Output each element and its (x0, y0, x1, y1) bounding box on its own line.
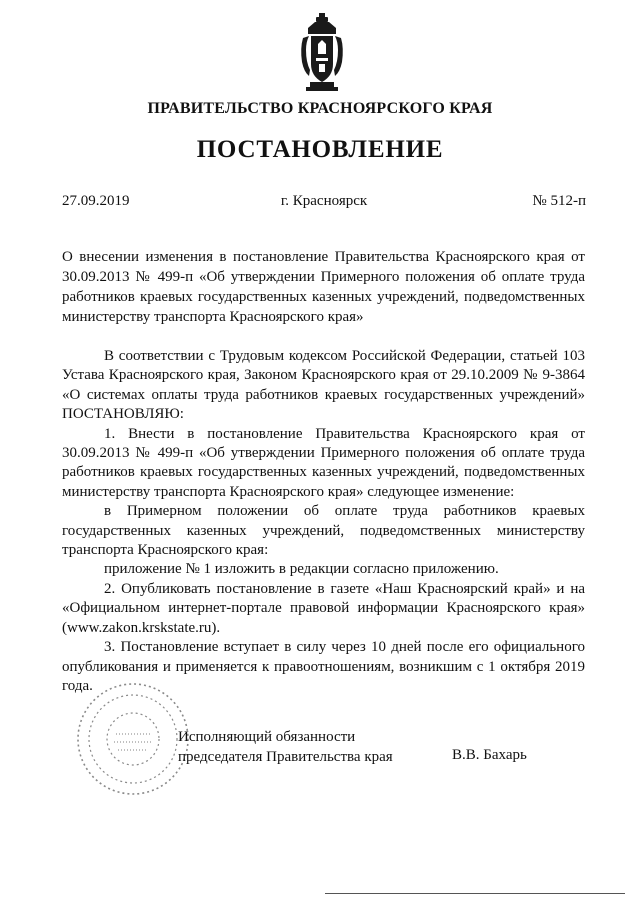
document-city: г. Красноярск (280, 193, 368, 209)
signer-name: В.В. Бахарь (452, 747, 527, 763)
body-paragraph: в Примерном положении об оплате труда работников краевых государственных казенных учреждений, подведомственных министерству транспорта Красноярского края: (62, 503, 585, 559)
official-stamp (74, 680, 192, 798)
government-title: ПРАВИТЕЛЬСТВО КРАСНОЯРСКОГО КРАЯ (147, 100, 493, 117)
document-date: 27.09.2019 (62, 193, 130, 209)
footer-divider (325, 893, 625, 894)
body-paragraph: В соответствии с Трудовым кодексом Российской Федерации, статьей 103 Устава Красноярского края, Законом Красноярского края от 29.10.2009 № 9-3864 «О системах оплаты труда работников краевых государственных учреждений» ПОСТАНОВЛЯЮ: (62, 348, 585, 423)
signer-position-line1: Исполняющий обязанности (178, 729, 356, 745)
body-paragraph: 3. Постановление вступает в силу через 10 дней после его официального опубликования и применяется к правоотношениям, возникшим с 1 октября 2019 года. (62, 639, 585, 694)
document-number: № 512-п (532, 193, 586, 209)
coat-of-arms-emblem (298, 12, 346, 92)
document-subject: О внесении изменения в постановление Правительства Красноярского края от 30.09.2013 № 499-п «Об утверждении Примерного положения об оплате труда работников краевых государственных казенных учреждений, подведомственных министерству транспорта Красноярского края» (62, 249, 585, 325)
document-body (62, 347, 585, 696)
body-paragraph: 2. Опубликовать постановление в газете «Наш Красноярский край» и на «Официальном интернет-портале правовой информации Красноярского края» (www.zakon.krskstate.ru). (62, 580, 585, 636)
signer-position-line2: председателя Правительства края (178, 748, 393, 765)
body-paragraph: приложение № 1 изложить в редакции согласно приложению. (104, 561, 499, 578)
signature-block (178, 728, 393, 767)
body-paragraph: 1. Внести в постановление Правительства Красноярского края от 30.09.2013 № 499-п «Об утверждении Примерного положения об оплате труда работников краевых государственных казенных учреждений, подведомственных министерству транспорта Красноярского края» следующее изменение: (62, 425, 585, 500)
document-type-title: ПОСТАНОВЛЕНИЕ (196, 136, 444, 163)
document-meta-row (62, 193, 586, 213)
